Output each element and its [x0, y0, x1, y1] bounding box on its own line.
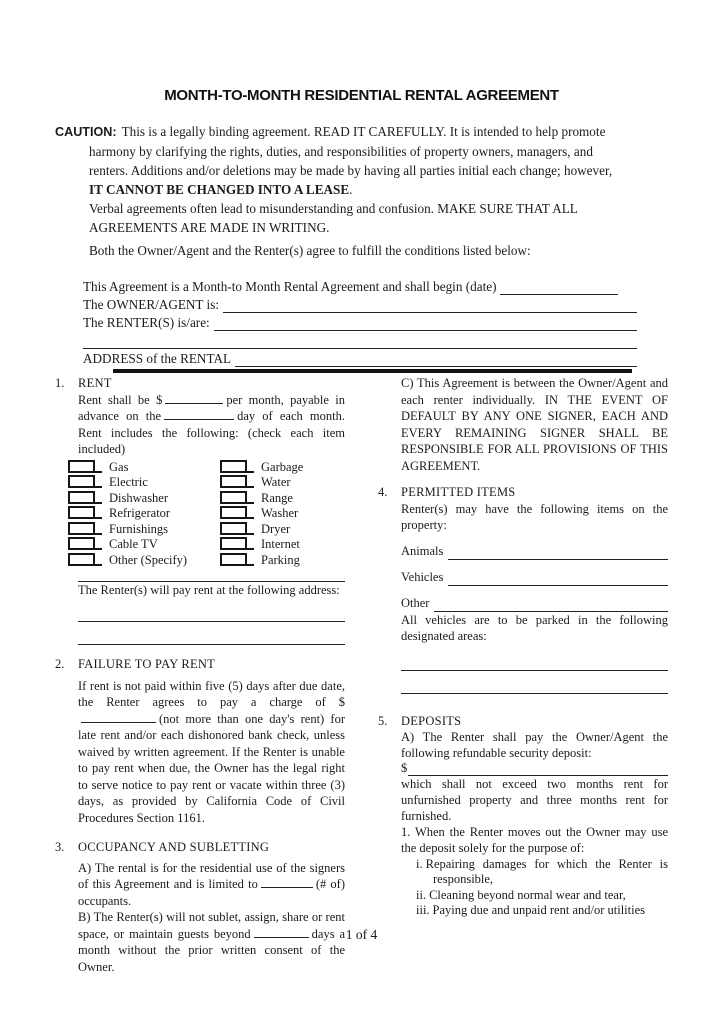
- rent-day-blank[interactable]: [164, 409, 234, 420]
- late-charge-blank[interactable]: [81, 712, 156, 723]
- checkbox-electric[interactable]: [68, 475, 102, 488]
- clause-c-paragraph: C) This Agreement is between the Owner/Agent and each renter individually. IN THE EVENT OF DEFAULT BY ANY ONE SIGNER, EACH AND EVERY REMAINING SIGNER SHALL BE RESPONSIBLE FOR ALL PROVISIONS OF THIS AGREEMENT.: [401, 376, 668, 473]
- renter-row: [83, 313, 637, 331]
- checklist-label: Water: [261, 475, 291, 489]
- pay-address-line: The Renter(s) will pay rent at the following address:: [78, 582, 340, 597]
- checkbox-furnishings[interactable]: [68, 522, 102, 535]
- renter-label: The RENTER(S) is/are:: [83, 315, 210, 330]
- left-column: [55, 375, 345, 975]
- section-divider-bar: [113, 369, 632, 373]
- checklist-item-other: [68, 554, 220, 566]
- deposit-purposes-list: [401, 857, 668, 919]
- checklist-label: Electric: [109, 475, 148, 489]
- deposits-clause-a: A) The Renter shall pay the Owner/Agent the following refundable security deposit:: [401, 729, 668, 760]
- section-permitted-number: 4.: [378, 485, 388, 499]
- checklist-item-electric: [68, 476, 220, 488]
- renter-overflow-row: [83, 331, 637, 349]
- checkbox-cabletv[interactable]: [68, 537, 102, 550]
- vehicles-row: [401, 566, 668, 586]
- checkbox-box: [68, 460, 95, 473]
- other-specify-blank[interactable]: [78, 573, 345, 582]
- rent-checklist: [68, 461, 345, 566]
- renter-overflow-blank[interactable]: [83, 334, 637, 349]
- checkbox-box: [220, 506, 247, 519]
- owner-blank[interactable]: [223, 298, 637, 313]
- other-items-label: Other: [401, 596, 430, 610]
- rent-intro-a: Rent shall be $: [78, 392, 163, 407]
- pay-address-blank-2[interactable]: [78, 636, 345, 645]
- page-number: 1 of 4: [345, 927, 378, 942]
- parking-area-blank-2[interactable]: [401, 685, 668, 694]
- rent-intro-b: per month, payable in advance on the: [78, 392, 346, 423]
- vehicles-blank[interactable]: [448, 571, 668, 586]
- checkbox-tail: [247, 548, 254, 550]
- checkbox-gas[interactable]: [68, 460, 102, 473]
- checkbox-tail: [247, 486, 254, 488]
- checklist-item-range: [220, 492, 345, 504]
- clause-c-block: [378, 375, 668, 474]
- checkbox-garbage[interactable]: [220, 460, 254, 473]
- checkbox-box: [220, 537, 247, 550]
- checklist-item-garbage: [220, 461, 345, 473]
- purpose-item-2: [416, 888, 668, 904]
- parking-area-blank-1[interactable]: [401, 662, 668, 671]
- checklist-label: Furnishings: [109, 521, 169, 536]
- checklist-item-parking: [220, 554, 345, 566]
- checkbox-tail: [95, 517, 102, 519]
- animals-blank[interactable]: [448, 545, 668, 560]
- checklist-item-furnishings: [68, 523, 220, 535]
- occupancy-b-suffix: days a month without the prior written consent of the Owner.: [78, 926, 345, 974]
- checkbox-refrigerator[interactable]: [68, 506, 102, 519]
- parking-note: All vehicles are to be parked in the following designated areas:: [401, 612, 668, 643]
- occupancy-b-text: B) The Renter(s) will not sublet, assign, share or rent space, or maintain guests beyond: [78, 910, 345, 941]
- clause-c-gutter: [378, 375, 401, 474]
- section-deposits-title: DEPOSITS: [401, 713, 462, 728]
- checkbox-other[interactable]: [68, 553, 102, 566]
- checkbox-box: [68, 475, 95, 488]
- animals-row: [401, 540, 668, 560]
- section-occupancy: [55, 839, 345, 975]
- rent-intro-c: day of each month. Rent includes the following: (check each item included): [78, 409, 345, 456]
- checkbox-box: [68, 506, 95, 519]
- failure-text-a: If rent is not paid within five (5) days after due date, the Renter agrees to pay a charge of $: [78, 678, 345, 709]
- animals-label: Animals: [401, 544, 444, 558]
- checklist-label: Parking: [261, 552, 300, 567]
- purpose-number: iii.: [416, 903, 430, 917]
- caution-block: [55, 122, 630, 237]
- checkbox-box: [220, 491, 247, 504]
- address-blank[interactable]: [235, 352, 637, 367]
- intro-fill-block: [83, 277, 637, 367]
- rent-intro-paragraph: [78, 392, 345, 458]
- checkbox-tail: [95, 486, 102, 488]
- section-deposits-number: 5.: [378, 713, 388, 728]
- permitted-intro: Renter(s) may have the following items on the property:: [401, 501, 668, 532]
- address-label: ADDRESS of the RENTAL: [83, 351, 232, 366]
- section-rent-title: RENT: [78, 376, 112, 390]
- purpose-item-3: [416, 903, 668, 919]
- section-failure-title: FAILURE TO PAY RENT: [78, 657, 216, 671]
- deposit-amount-blank[interactable]: [408, 761, 668, 776]
- checklist-label: Other (Specify): [109, 552, 188, 567]
- agree-line: Both the Owner/Agent and the Renter(s) agree to fulfill the conditions listed below:: [89, 243, 531, 258]
- owner-label: The OWNER/AGENT is:: [83, 297, 220, 312]
- section-rent: [55, 375, 345, 645]
- checkbox-parking[interactable]: [220, 553, 254, 566]
- occupancy-a-suffix: (# of) occupants.: [78, 877, 345, 908]
- checkbox-tail: [95, 502, 102, 504]
- caution-label: CAUTION:: [55, 125, 117, 139]
- caution-paragraph-2: Verbal agreements often lead to misunderstanding and confusion. MAKE SURE THAT ALL AGREEMENTS ARE MADE IN WRITING.: [89, 201, 578, 235]
- address-row: [83, 349, 637, 367]
- checkbox-tail: [247, 533, 254, 535]
- purpose-number: ii.: [416, 887, 427, 902]
- begin-date-blank[interactable]: [500, 280, 618, 295]
- section-failure-to-pay: [55, 656, 345, 826]
- purpose-text: Cleaning beyond normal wear and tear,: [429, 887, 626, 902]
- checkbox-box: [220, 522, 247, 535]
- deposits-limit-text: which shall not exceed two months rent for unfurnished property and three months rent for furnished.: [401, 776, 668, 823]
- occupancy-clause-a: [78, 860, 345, 910]
- checklist-label: Dryer: [261, 521, 291, 536]
- begin-date-label: This Agreement is a Month-to Month Rental Agreement and shall begin (date): [83, 279, 497, 294]
- checkbox-box: [220, 460, 247, 473]
- checkbox-box: [68, 553, 95, 566]
- checkbox-tail: [247, 502, 254, 504]
- checkbox-tail: [247, 517, 254, 519]
- other-items-row: [401, 592, 668, 612]
- caution-paragraph: [55, 122, 630, 199]
- checklist-label: Refrigerator: [109, 506, 171, 520]
- checklist-item-water: [220, 476, 345, 488]
- section-rent-number: 1.: [55, 376, 65, 390]
- checklist-label: Range: [261, 490, 293, 505]
- purpose-item-1: [416, 857, 668, 888]
- checklist-item-washer: [220, 507, 345, 519]
- failure-paragraph: [78, 678, 345, 827]
- caution-text: This is a legally binding agreement. READ IT CAREFULLY. It is intended to help promote harmony by clarifying the rights, duties, and responsibilities of property owners, managers, and renters. Additions and/or deletions may be made by having all parties initial each change; however,: [89, 124, 613, 178]
- checkbox-washer[interactable]: [220, 506, 254, 519]
- caution-bold-suffix: .: [349, 182, 353, 197]
- checklist-item-gas: [68, 461, 220, 473]
- checkbox-tail: [95, 471, 102, 473]
- section-occupancy-title: OCCUPANCY AND SUBLETTING: [78, 840, 270, 854]
- checkbox-box: [220, 475, 247, 488]
- deposit-amount-row: [401, 761, 668, 776]
- other-items-blank[interactable]: [434, 597, 668, 612]
- checkbox-tail: [247, 471, 254, 473]
- vehicles-label: Vehicles: [401, 570, 444, 584]
- occupancy-a-text: A) The rental is for the residential use of the signers of this Agreement and is limited to: [78, 860, 345, 891]
- checklist-label: Washer: [261, 506, 299, 520]
- checklist-label: Cable TV: [109, 537, 158, 551]
- purpose-text: Repairing damages for which the Renter is responsible,: [425, 856, 668, 886]
- document-title: MONTH-TO-MONTH RESIDENTIAL RENTAL AGREEMENT: [164, 87, 559, 104]
- failure-text-b: (not more than one day's rent) for late rent and/or each dishonored bank check, unless waived by written agreement. If the Renter is unable to pay rent when due, the Owner has the legal right to serve notice to pay rent or vacate within three (3) days, as provided by California Code of Civil Procedures Section 1161.: [78, 711, 345, 825]
- checkbox-dryer[interactable]: [220, 522, 254, 535]
- deposits-use-text: 1. When the Renter moves out the Owner may use the deposit solely for the purpose of:: [401, 824, 668, 855]
- checkbox-box: [68, 537, 95, 550]
- checklist-label: Gas: [109, 459, 129, 474]
- section-permitted-items: [378, 484, 668, 694]
- section-failure-number: 2.: [55, 657, 65, 671]
- checklist-item-dryer: [220, 523, 345, 535]
- checkbox-box: [68, 491, 95, 504]
- checklist-label: Dishwasher: [109, 490, 169, 505]
- caution-bold-phrase: IT CANNOT BE CHANGED INTO A LEASE: [89, 182, 350, 197]
- checklist-label: Garbage: [261, 459, 304, 474]
- section-permitted-title: PERMITTED ITEMS: [401, 485, 516, 499]
- section-deposits: [378, 713, 668, 919]
- checklist-item-internet: [220, 538, 345, 550]
- checkbox-box: [68, 522, 95, 535]
- checkbox-tail: [95, 564, 102, 566]
- two-column-body: [55, 375, 668, 975]
- checkbox-water[interactable]: [220, 475, 254, 488]
- owner-row: [83, 295, 637, 313]
- checkbox-dishwasher[interactable]: [68, 491, 102, 504]
- checkbox-internet[interactable]: [220, 537, 254, 550]
- checkbox-tail: [95, 548, 102, 550]
- purpose-number: i.: [416, 856, 423, 871]
- dollar-sign: $: [401, 760, 408, 775]
- right-column: [378, 375, 668, 975]
- checklist-item-refrigerator: [68, 507, 220, 519]
- rent-amount-blank[interactable]: [165, 393, 223, 404]
- checklist-item-cabletv: [68, 538, 220, 550]
- begin-date-row: [83, 277, 637, 295]
- pay-address-blank-1[interactable]: [78, 613, 345, 622]
- checkbox-range[interactable]: [220, 491, 254, 504]
- checklist-label: Internet: [261, 537, 300, 551]
- checklist-item-dishwasher: [68, 492, 220, 504]
- purpose-text: Paying due and unpaid rent and/or utilities: [432, 903, 646, 917]
- checkbox-tail: [95, 533, 102, 535]
- occupants-blank[interactable]: [261, 877, 313, 888]
- section-occupancy-number: 3.: [55, 840, 65, 854]
- renter-blank[interactable]: [214, 316, 637, 331]
- checkbox-box: [220, 553, 247, 566]
- checkbox-tail: [247, 564, 254, 566]
